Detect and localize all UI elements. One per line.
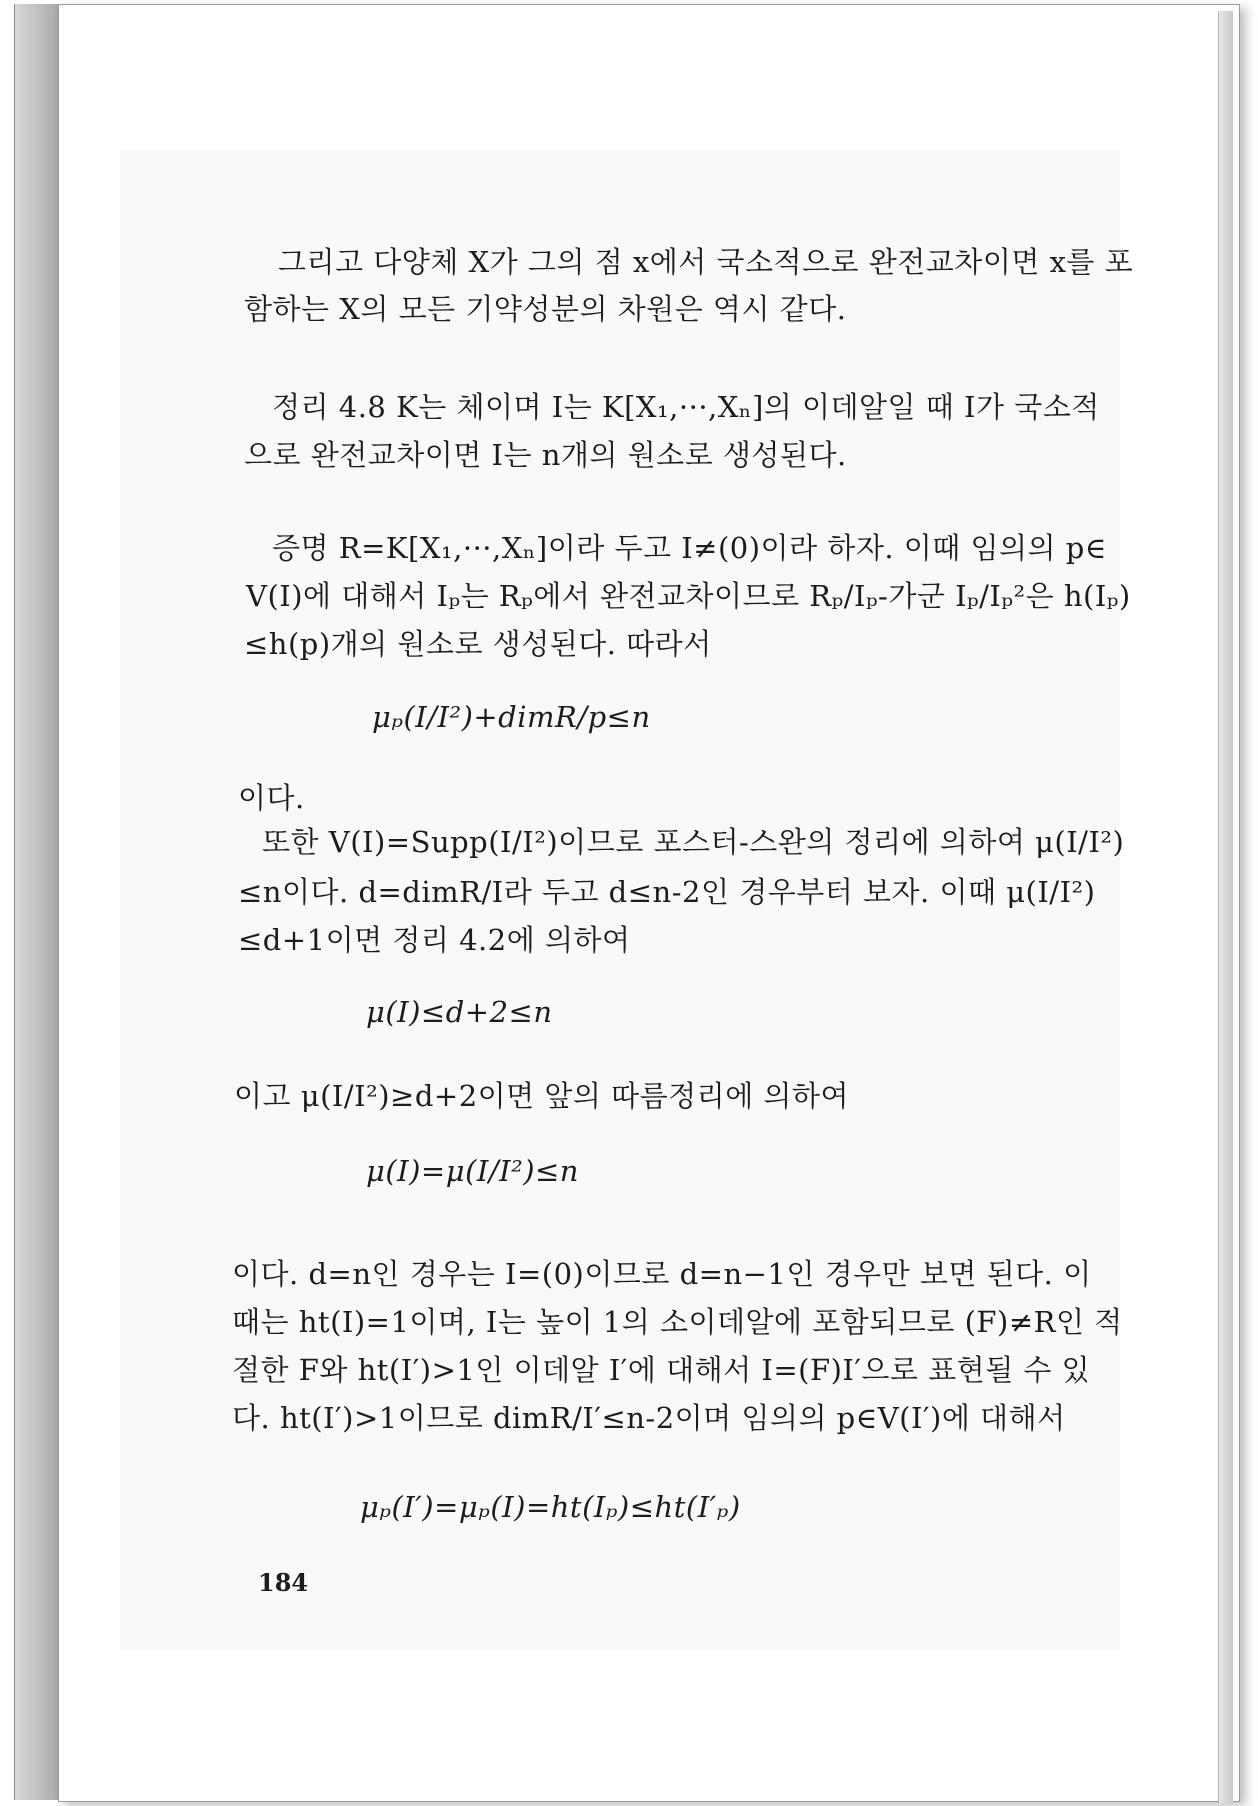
- theorem-heading: 정리 4.8 K는 체이며 I는 K[X₁,···,Xₙ]의 이데알일 때 I가 국소적: [272, 390, 1100, 424]
- equation: μ(I)≤d+2≤n: [366, 995, 553, 1029]
- text-line: ≤n이다. d=dimR/I라 두고 d≤n-2인 경우부터 보자. 이때 μ(I/I²): [238, 875, 1096, 909]
- book-spine: [14, 4, 59, 1800]
- text-line: ≤d+1이면 정리 4.2에 의하여: [238, 923, 631, 957]
- text-line: 이다.: [238, 781, 305, 815]
- text-line: 절한 F와 ht(I′)>1인 이데알 I′에 대해서 I=(F)I′으로 표현될 수 있: [232, 1353, 1091, 1387]
- text-line: ≤h(p)개의 원소로 생성된다. 따라서: [244, 627, 712, 661]
- text-line: 또한 V(I)=Supp(I/I²)이므로 포스터-스완의 정리에 의하여 μ(I/I²): [262, 825, 1125, 859]
- page-number: 184: [258, 1568, 309, 1597]
- text-line: 그리고 다양체 X가 그의 점 x에서 국소적으로 완전교차이면 x를 포: [278, 245, 1134, 279]
- equation: μₚ(I/I²)+dimR/p≤n: [372, 700, 651, 734]
- text-line: 이고 μ(I/I²)≥d+2이면 앞의 따름정리에 의하여: [234, 1079, 849, 1113]
- proof-line: 증명 R=K[X₁,···,Xₙ]이라 두고 I≠(0)이라 하자. 이때 임의의 p∈: [272, 531, 1107, 565]
- text-line: V(I)에 대해서 Iₚ는 Rₚ에서 완전교차이므로 Rₚ/Iₚ-가군 Iₚ/Iₚ²은 h(Iₚ): [246, 579, 1131, 613]
- equation: μ(I)=μ(I/I²)≤n: [366, 1154, 579, 1188]
- equation: μₚ(I′)=μₚ(I)=ht(Iₚ)≤ht(I′ₚ): [360, 1490, 741, 1524]
- text-line: 함하는 X의 모든 기약성분의 차원은 역시 같다.: [244, 292, 847, 326]
- text-line: 때는 ht(I)=1이며, I는 높이 1의 소이데알에 포함되므로 (F)≠R인 적: [232, 1305, 1123, 1339]
- page-edge: [1218, 11, 1233, 1803]
- text-line: 다. ht(I′)>1이므로 dimR/I′≤n-2이며 임의의 p∈V(I′)에 대해서: [232, 1401, 1066, 1435]
- text-line: 으로 완전교차이면 I는 n개의 원소로 생성된다.: [244, 438, 847, 472]
- text-line: 이다. d=n인 경우는 I=(0)이므로 d=n−1인 경우만 보면 된다. 이: [232, 1257, 1092, 1291]
